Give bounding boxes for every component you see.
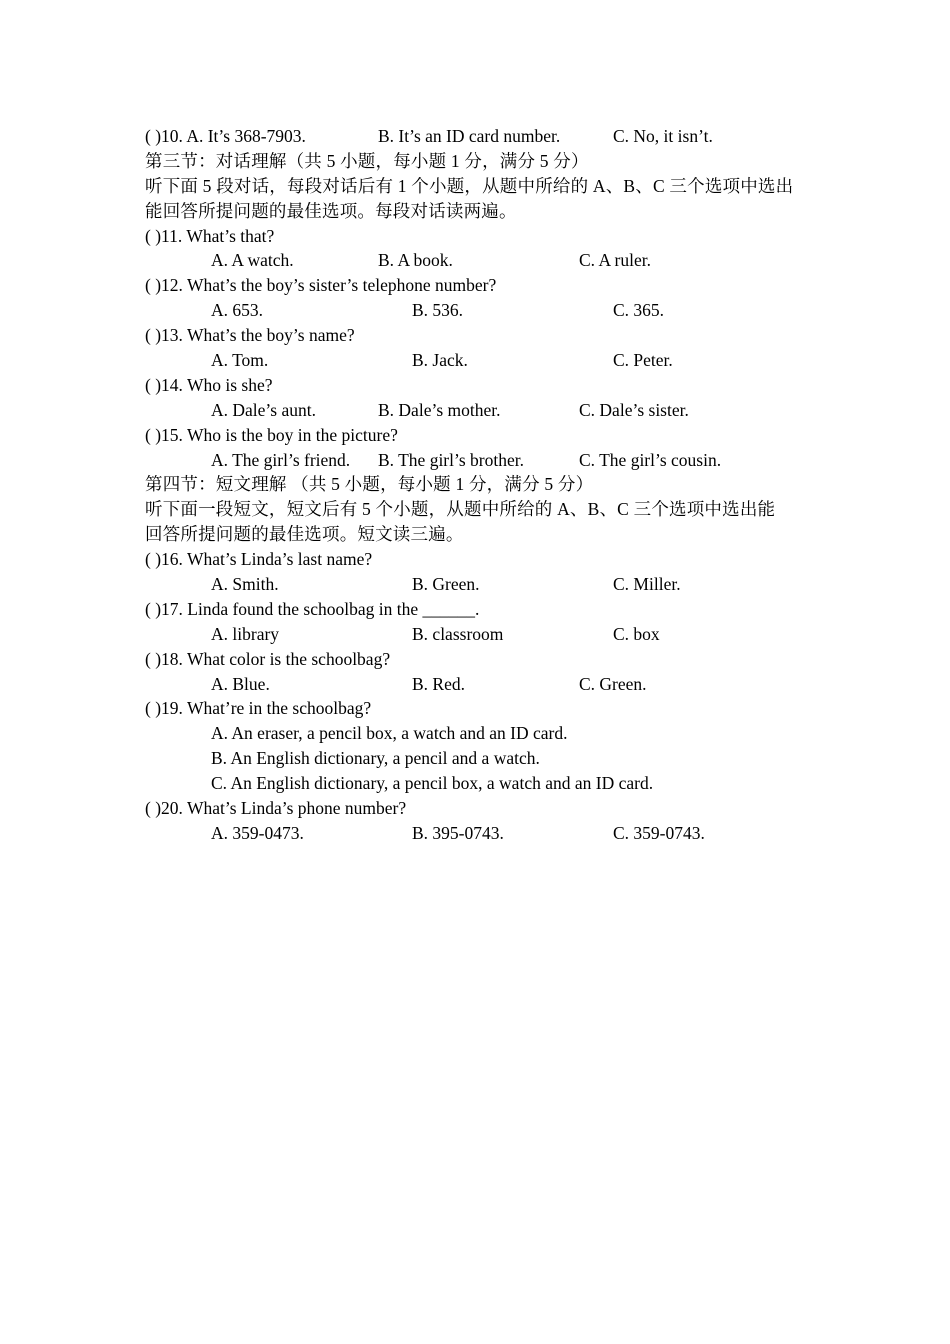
question-12-stem: ( )12. What’s the boy’s sister’s telephone number? bbox=[145, 275, 497, 296]
question-17-stem: ( )17. Linda found the schoolbag in the ______. bbox=[145, 598, 480, 619]
question-16-option-a: A. Smith. bbox=[211, 574, 279, 595]
question-20-options bbox=[145, 821, 825, 846]
question-14-options bbox=[145, 398, 825, 423]
question-13-option-c: C. Peter. bbox=[613, 350, 673, 371]
question-18-option-b: B. Red. bbox=[412, 673, 465, 694]
question-11-options bbox=[145, 248, 825, 273]
question-13-option-a: A. Tom. bbox=[211, 350, 269, 371]
question-12-option-a: A. 653. bbox=[211, 300, 264, 321]
question-19-option-c: C. An English dictionary, a pencil box, a watch and an ID card. bbox=[211, 773, 654, 794]
question-20-option-b: B. 395-0743. bbox=[412, 822, 504, 843]
section-4-instruction-line-1: 听下面一段短文，短文后有 5 个小题，从题中所给的 A、B、C 三个选项中选出能 bbox=[145, 499, 776, 520]
question-12-option-c: C. 365. bbox=[613, 300, 665, 321]
question-16-stem: ( )16. What’s Linda’s last name? bbox=[145, 549, 373, 570]
section-4-instruction-line-2: 回答所提问题的最佳选项。短文读三遍。 bbox=[145, 524, 464, 545]
question-17-option-c: C. box bbox=[613, 623, 660, 644]
question-17-option-a: A. library bbox=[211, 623, 280, 644]
question-14-option-b: B. Dale’s mother. bbox=[378, 399, 501, 420]
question-14-stem: ( )14. Who is she? bbox=[145, 374, 273, 395]
question-15-option-a: A. The girl’s friend. bbox=[211, 449, 351, 470]
question-11-option-b: B. A book. bbox=[378, 250, 453, 271]
section-4-title: 第四节：短文理解 （共 5 小题，每小题 1 分，满分 5 分） bbox=[145, 474, 594, 495]
question-15-stem: ( )15. Who is the boy in the picture? bbox=[145, 424, 398, 445]
exam-content bbox=[145, 124, 825, 846]
question-16-option-c: C. Miller. bbox=[613, 574, 681, 595]
question-19-option-a: A. An eraser, a pencil box, a watch and an ID card. bbox=[211, 723, 568, 744]
question-18-options bbox=[145, 672, 825, 697]
question-20-option-c: C. 359-0743. bbox=[613, 822, 705, 843]
question-19-stem: ( )19. What’re in the schoolbag? bbox=[145, 698, 372, 719]
question-15-options bbox=[145, 448, 825, 473]
question-13-options bbox=[145, 348, 825, 373]
question-12-options bbox=[145, 298, 825, 323]
question-16-option-b: B. Green. bbox=[412, 574, 480, 595]
question-14-option-a: A. Dale’s aunt. bbox=[211, 399, 316, 420]
section-3-instruction-line-1: 听下面 5 段对话，每段对话后有 1 个小题，从题中所给的 A、B、C 三个选项中选出 bbox=[145, 175, 794, 196]
question-15-option-c: C. The girl’s cousin. bbox=[579, 449, 722, 470]
question-16-options bbox=[145, 572, 825, 597]
question-10-stem-option-a: ( )10. A. It’s 368-7903. bbox=[145, 126, 306, 146]
question-11-stem: ( )11. What’s that? bbox=[145, 225, 275, 246]
question-20-stem: ( )20. What’s Linda’s phone number? bbox=[145, 798, 407, 819]
question-10-option-c: C. No, it isn’t. bbox=[613, 126, 713, 146]
question-18-option-a: A. Blue. bbox=[211, 673, 270, 694]
question-10-option-b: B. It’s an ID card number. bbox=[378, 126, 561, 146]
question-17-option-b: B. classroom bbox=[412, 623, 504, 644]
question-10 bbox=[145, 124, 825, 149]
question-20-option-a: A. 359-0473. bbox=[211, 822, 304, 843]
question-11-option-c: C. A ruler. bbox=[579, 250, 651, 271]
question-19-option-b: B. An English dictionary, a pencil and a watch. bbox=[211, 748, 540, 769]
question-19-option-a-row bbox=[145, 721, 825, 746]
question-13-stem: ( )13. What’s the boy’s name? bbox=[145, 325, 355, 346]
question-15-option-b: B. The girl’s brother. bbox=[378, 449, 524, 470]
question-17-options bbox=[145, 622, 825, 647]
question-18-option-c: C. Green. bbox=[579, 673, 647, 694]
question-19-option-c-row bbox=[145, 771, 825, 796]
question-13-option-b: B. Jack. bbox=[412, 350, 468, 371]
question-12-option-b: B. 536. bbox=[412, 300, 464, 321]
question-14-option-c: C. Dale’s sister. bbox=[579, 399, 689, 420]
question-19-option-b-row bbox=[145, 746, 825, 771]
question-18-stem: ( )18. What color is the schoolbag? bbox=[145, 648, 391, 669]
question-11-option-a: A. A watch. bbox=[211, 250, 294, 271]
section-3-instruction-line-2: 能回答所提问题的最佳选项。每段对话读两遍。 bbox=[145, 200, 517, 221]
section-3-title: 第三节：对话理解（共 5 小题，每小题 1 分，满分 5 分） bbox=[145, 150, 589, 171]
